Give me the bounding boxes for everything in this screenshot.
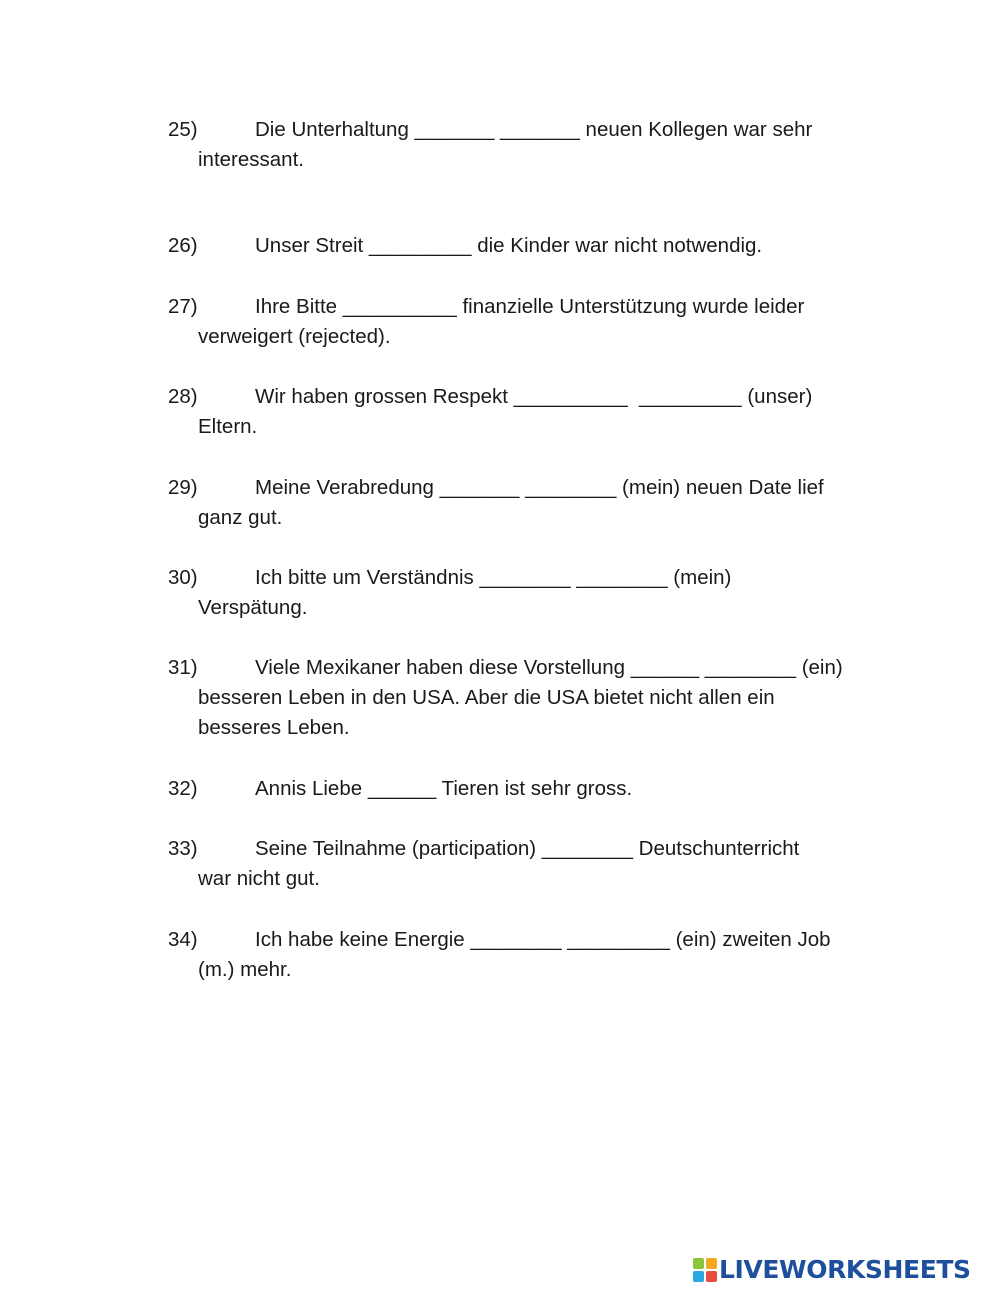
question-number: 34) xyxy=(168,928,198,951)
question-continuation: (m.) mehr. xyxy=(198,958,292,981)
question-number: 30) xyxy=(168,566,198,589)
question-26 xyxy=(168,231,868,261)
question-number: 28) xyxy=(168,385,198,408)
liveworksheets-wordmark: LIVEWORKSHEETS xyxy=(719,1255,971,1284)
question-text: Ihre Bitte __________ finanzielle Unterstützung wurde leider xyxy=(255,295,805,318)
question-number: 27) xyxy=(168,295,198,318)
question-text: Ich bitte um Verständnis ________ ________ (mein) xyxy=(255,566,732,589)
question-28 xyxy=(168,382,868,442)
question-number: 33) xyxy=(168,837,198,860)
question-first-line xyxy=(168,774,868,804)
question-first-line xyxy=(168,231,868,261)
question-text: Ich habe keine Energie ________ _________ (ein) zweiten Job xyxy=(255,928,831,951)
question-first-line xyxy=(168,563,868,593)
question-32 xyxy=(168,774,868,804)
question-continuation: besseres Leben. xyxy=(198,716,350,739)
question-text: Die Unterhaltung _______ _______ neuen Kollegen war sehr xyxy=(255,118,813,141)
question-continuation: besseren Leben in den USA. Aber die USA bietet nicht allen ein xyxy=(198,686,775,709)
question-first-line xyxy=(168,473,868,503)
question-number: 26) xyxy=(168,234,198,257)
question-text: Annis Liebe ______ Tieren ist sehr gross. xyxy=(255,777,633,800)
question-continuation: interessant. xyxy=(198,148,304,171)
question-text: Unser Streit _________ die Kinder war nicht notwendig. xyxy=(255,234,763,257)
question-31 xyxy=(168,653,868,743)
question-29 xyxy=(168,473,868,533)
question-continuation: war nicht gut. xyxy=(198,867,320,890)
question-30 xyxy=(168,563,868,623)
question-continuation: ganz gut. xyxy=(198,506,283,529)
question-continuation: Verspätung. xyxy=(198,596,308,619)
question-25 xyxy=(168,115,868,175)
question-first-line xyxy=(168,834,868,864)
question-continuation: verweigert (rejected). xyxy=(198,325,391,348)
question-text: Meine Verabredung _______ ________ (mein) neuen Date lief xyxy=(255,476,824,499)
question-text: Wir haben grossen Respekt __________ _________ (unser) xyxy=(255,385,813,408)
question-number: 25) xyxy=(168,118,198,141)
question-33 xyxy=(168,834,868,894)
liveworksheets-brand-link[interactable] xyxy=(693,1256,971,1284)
question-text: Viele Mexikaner haben diese Vorstellung ______ ________ (ein) xyxy=(255,656,843,679)
question-27 xyxy=(168,292,868,352)
question-34 xyxy=(168,925,868,985)
question-number: 31) xyxy=(168,656,198,679)
question-first-line xyxy=(168,115,868,145)
question-first-line xyxy=(168,653,868,683)
question-first-line xyxy=(168,382,868,412)
question-first-line xyxy=(168,925,868,955)
question-first-line xyxy=(168,292,868,322)
liveworksheets-logo-icon xyxy=(693,1258,717,1282)
question-text: Seine Teilnahme (participation) ________ Deutschunterricht xyxy=(255,837,800,860)
question-continuation: Eltern. xyxy=(198,415,258,438)
question-number: 32) xyxy=(168,777,198,800)
question-number: 29) xyxy=(168,476,198,499)
